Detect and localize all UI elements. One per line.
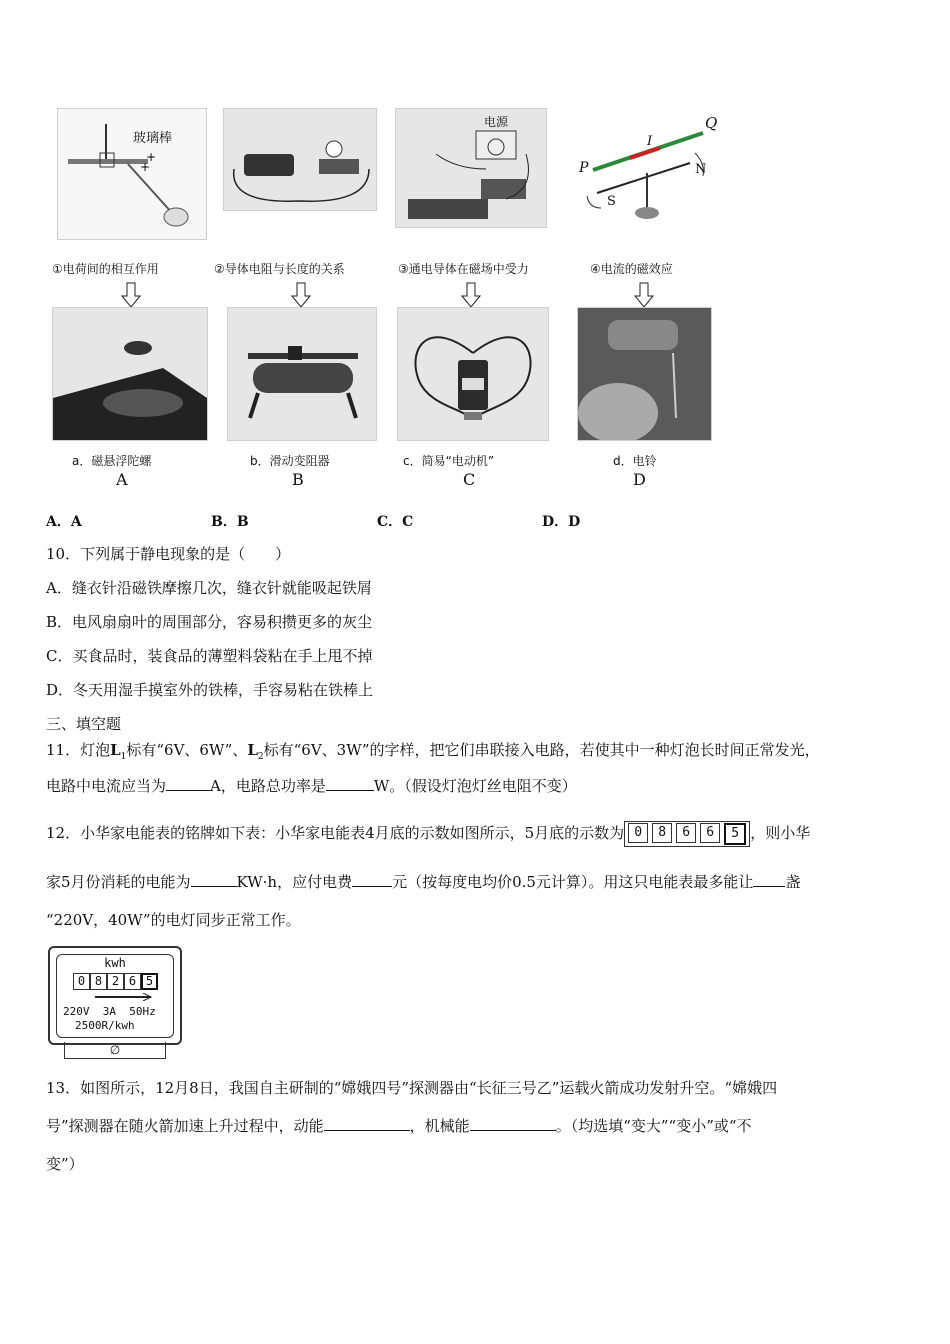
photo-b-rheostat: [227, 307, 377, 441]
q11-line2: 电路中电流应当为 A，电路总功率是 W。（假设灯泡灯丝电阻不变）: [46, 777, 577, 795]
q12-line1: 12．小华家电能表的铭牌如下表：小华家电能表4月底的示数如图所示，5月底的示数为 0 8 6 6 5 ，则小华: [46, 821, 810, 847]
power-source-label: 电源: [484, 115, 509, 129]
figure-4-magnetic-effect: [575, 108, 723, 233]
label-s: S: [607, 194, 616, 209]
caption-a: a．磁悬浮陀螺: [72, 454, 152, 468]
q13-line2: 号”探测器在随火箭加速上升过程中，动能 ，机械能 。（均选填“变大”“变小”或“不: [46, 1117, 752, 1135]
glass-rod-label: 玻璃棒: [133, 131, 173, 146]
meter-spec-2: 2500R/kwh: [75, 1019, 135, 1032]
may-meter-reading: 0 8 6 6 5: [624, 821, 750, 847]
svg-text:+: +: [146, 150, 157, 164]
simple-motor-image: [398, 308, 548, 440]
section-fill-in-title: 三、填空题: [46, 715, 122, 733]
q9-option-b[interactable]: B．B: [211, 514, 249, 530]
meter-digits: 0 8 2 6 5: [73, 973, 158, 990]
photo-d-electric-bell: [577, 307, 712, 441]
q13-line3: 变”）: [46, 1155, 84, 1173]
down-arrow-icon: [121, 282, 141, 308]
letter-c: C: [463, 470, 476, 489]
apparatus-diagram: [396, 109, 546, 227]
figure-2-resistance-length: [223, 108, 377, 211]
caption-2: ②导体电阻与长度的关系: [214, 262, 345, 276]
q10-option-a[interactable]: A．缝衣针沿磁铁摩擦几次，缝衣针就能吸起铁屑: [46, 579, 372, 597]
svg-text:+: +: [140, 160, 151, 174]
maglev-gyro-image: [53, 308, 207, 440]
label-q: Q: [705, 114, 718, 132]
letter-d: D: [633, 470, 646, 489]
q13-line1: 13．如图所示，12月8日，我国自主研制的“嫦娥四号”探测器由“长征三号乙”运载火箭成功发射升空。“嫦娥四: [46, 1079, 778, 1097]
down-arrow-icon: [461, 282, 481, 308]
down-arrow-icon: [291, 282, 311, 308]
meter-spec-1: 220V 3A 50Hz: [63, 1005, 156, 1018]
caption-1: ①电荷间的相互作用: [52, 262, 159, 276]
q11-line1: 11．灯泡$L_1$标有“6V、6W”、$L_2$标有“6V、3W”的字样，把它们串联接入电路，若使其中一种灯泡长时间正常发光，: [46, 741, 820, 762]
label-n: N: [695, 162, 707, 177]
down-arrow-icon: [634, 282, 654, 308]
q13-blank-kinetic[interactable]: [324, 1116, 410, 1131]
q12-blank-lamps[interactable]: [753, 872, 785, 887]
figure-3-force-in-field: [395, 108, 547, 228]
q12-blank-energy[interactable]: [191, 872, 237, 887]
label-p: P: [579, 160, 589, 176]
q9-option-c[interactable]: C．C: [377, 514, 414, 530]
meter-foot-symbol: ∅: [109, 1043, 121, 1057]
glass-rod-diagram: [58, 109, 206, 239]
letter-a: A: [116, 470, 128, 489]
caption-b: b．滑动变阻器: [250, 454, 330, 468]
q13-blank-mechanical[interactable]: [470, 1116, 556, 1131]
q9-option-a[interactable]: A．A: [46, 514, 82, 530]
caption-d: d．电铃: [613, 454, 657, 468]
q10-stem: 10．下列属于静电现象的是（ ）: [46, 545, 291, 563]
q10-option-b[interactable]: B．电风扇扇叶的周围部分，容易积攒更多的灰尘: [46, 613, 373, 631]
q11-blank-power[interactable]: [326, 776, 374, 791]
label-i: I: [647, 134, 653, 149]
meter-unit: kwh: [104, 956, 126, 970]
q12-line2: 家5月份消耗的电能为 KW·h，应付电费 元（按每度电均价0.5元计算）。用这只电能表最多能让 盏: [46, 873, 801, 891]
energy-meter: [48, 946, 180, 1064]
figure-1-charge-interaction: [57, 108, 207, 240]
q12-line3: “220V，40W”的电灯同步正常工作。: [46, 911, 301, 929]
caption-c: c．简易“电动机”: [403, 454, 495, 468]
caption-3: ③通电导体在磁场中受力: [398, 262, 529, 276]
caption-4: ④电流的磁效应: [590, 262, 673, 276]
rheostat-image: [228, 308, 376, 440]
photo-c-simple-motor: [397, 307, 549, 441]
rotor-disk-icon: [93, 993, 153, 1001]
electric-bell-image: [578, 308, 711, 440]
letter-b: B: [292, 470, 304, 489]
q9-option-d[interactable]: D．D: [542, 514, 581, 530]
circuit-diagram: [224, 109, 376, 210]
q11-blank-current[interactable]: [166, 776, 210, 791]
q12-blank-fee[interactable]: [352, 872, 392, 887]
q10-option-d[interactable]: D．冬天用湿手摸室外的铁棒，手容易粘在铁棒上: [46, 681, 374, 699]
photo-a-maglev-gyro: [52, 307, 208, 441]
q10-option-c[interactable]: C．买食品时，装食品的薄塑料袋粘在手上甩不掉: [46, 647, 373, 665]
